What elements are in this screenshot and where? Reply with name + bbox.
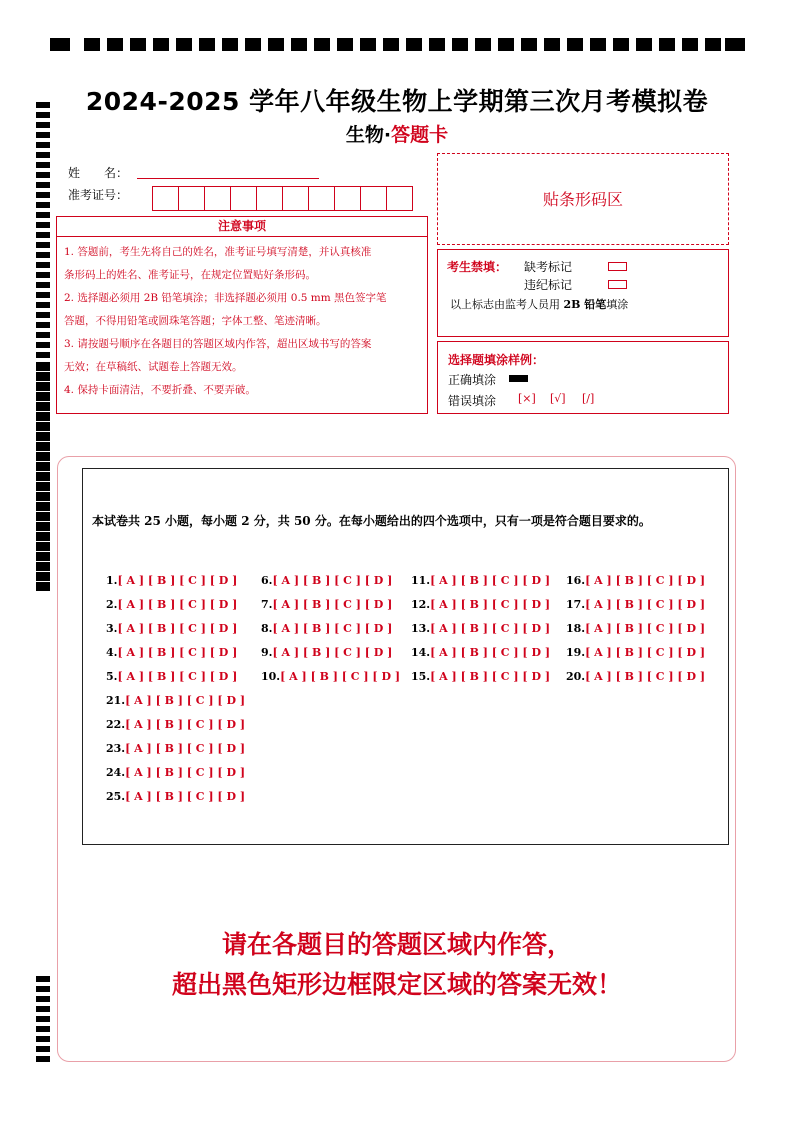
notice-line: 条形码上的姓名、准考证号，在规定位置贴好条形码。 <box>64 269 316 281</box>
question-number: 2. <box>106 598 118 611</box>
timing-mark <box>36 162 50 168</box>
side-timing-marks-middle <box>36 365 50 595</box>
question-17[interactable] <box>566 598 705 611</box>
question-16[interactable] <box>566 574 705 587</box>
answer-options[interactable]: [ A ] [ B ] [ C ] [ D ] <box>125 766 246 779</box>
question-2[interactable] <box>106 598 237 611</box>
notice-heading: 注意事项 <box>57 217 427 237</box>
timing-mark <box>268 38 284 51</box>
question-25[interactable] <box>106 790 245 803</box>
question-number: 24. <box>106 766 126 779</box>
exam-id-digit-box[interactable] <box>204 186 231 211</box>
wrong-fill-sample-slash: [/] <box>582 392 595 405</box>
answer-options[interactable]: [ A ] [ B ] [ C ] [ D ] <box>117 574 238 587</box>
question-number: 19. <box>566 646 586 659</box>
timing-mark <box>36 312 50 318</box>
timing-mark <box>36 435 50 441</box>
notice-line: 2. 选择题必须用 2B 铅笔填涂；非选择题必须用 0.5 mm 黑色签字笔 <box>64 292 387 304</box>
question-number: 1. <box>106 574 118 587</box>
exam-id-digit-box[interactable] <box>282 186 309 211</box>
timing-mark <box>153 38 169 51</box>
question-14[interactable] <box>411 646 550 659</box>
name-field[interactable] <box>137 178 319 179</box>
notice-line: 4. 保持卡面清洁，不要折叠、不要弄破。 <box>64 384 256 396</box>
timing-mark <box>291 38 307 51</box>
timing-mark <box>36 1006 50 1012</box>
exam-id-digit-box[interactable] <box>152 186 179 211</box>
timing-mark <box>521 38 537 51</box>
fill-example-label: 选择题填涂样例： <box>448 353 545 367</box>
answer-card-label: 答题卡 <box>391 124 449 146</box>
question-11[interactable] <box>411 574 550 587</box>
question-number: 16. <box>566 574 586 587</box>
timing-mark <box>636 38 652 51</box>
wrong-fill-sample-x: [×] <box>518 392 536 405</box>
timing-mark <box>36 495 50 501</box>
timing-mark <box>50 38 70 51</box>
proctor-note-suffix: 填涂 <box>606 298 629 311</box>
timing-mark <box>36 332 50 338</box>
question-13[interactable] <box>411 622 550 635</box>
question-4[interactable] <box>106 646 237 659</box>
timing-mark <box>36 262 50 268</box>
violation-mark-box[interactable] <box>608 277 627 291</box>
timing-mark <box>36 242 50 248</box>
absent-mark-label: 缺考标记 <box>524 260 573 274</box>
timing-mark <box>337 38 353 51</box>
timing-mark <box>36 565 50 571</box>
question-number: 13. <box>411 622 431 635</box>
timing-mark <box>36 475 50 481</box>
question-number: 5. <box>106 670 118 683</box>
question-8[interactable] <box>261 622 392 635</box>
question-6[interactable] <box>261 574 392 587</box>
timing-mark <box>36 152 50 158</box>
timing-mark <box>36 172 50 178</box>
absent-mark-box[interactable] <box>608 259 627 273</box>
answer-options[interactable]: [ A ] [ B ] [ C ] [ D ] <box>430 598 551 611</box>
top-timing-marks <box>50 38 745 51</box>
timing-mark <box>36 322 50 328</box>
timing-mark <box>406 38 422 51</box>
question-number: 25. <box>106 790 126 803</box>
timing-mark <box>36 352 50 358</box>
barcode-label: 贴条形码区 <box>542 190 623 209</box>
answer-options[interactable]: [ A ] [ B ] [ C ] [ D ] <box>585 646 706 659</box>
answer-options[interactable]: [ A ] [ B ] [ C ] [ D ] <box>585 670 706 683</box>
answer-options[interactable]: [ A ] [ B ] [ C ] [ D ] <box>117 646 238 659</box>
answer-options[interactable]: [ A ] [ B ] [ C ] [ D ] <box>125 790 246 803</box>
notice-line: 1. 答题前，考生先将自己的姓名，准考证号填写清楚，并认真核准 <box>64 246 372 258</box>
timing-mark <box>36 445 50 451</box>
page-title: 2024-2025 学年八年级生物上学期第三次月考模拟卷 <box>85 87 709 116</box>
timing-mark <box>36 385 50 391</box>
answer-options[interactable]: [ A ] [ B ] [ C ] [ D ] <box>430 646 551 659</box>
timing-mark <box>475 38 491 51</box>
proctor-note-pencil: 2B 铅笔 <box>563 298 607 311</box>
timing-mark <box>36 272 50 278</box>
timing-mark <box>36 455 50 461</box>
timing-mark <box>36 252 50 258</box>
question-number: 12. <box>411 598 431 611</box>
timing-mark <box>107 38 123 51</box>
timing-mark <box>36 302 50 308</box>
question-24[interactable] <box>106 766 245 779</box>
timing-mark <box>36 202 50 208</box>
question-19[interactable] <box>566 646 705 659</box>
question-20[interactable] <box>566 670 705 683</box>
timing-mark <box>314 38 330 51</box>
fill-example-box <box>437 341 729 414</box>
timing-mark <box>36 535 50 541</box>
question-number: 3. <box>106 622 118 635</box>
answer-options[interactable]: [ A ] [ B ] [ C ] [ D ] <box>117 670 238 683</box>
question-number: 18. <box>566 622 586 635</box>
exam-id-digit-box[interactable] <box>334 186 361 211</box>
question-number: 6. <box>261 574 273 587</box>
timing-mark <box>36 515 50 521</box>
exam-id-digit-box[interactable] <box>308 186 335 211</box>
timing-mark <box>36 525 50 531</box>
timing-mark <box>36 292 50 298</box>
timing-mark <box>567 38 583 51</box>
wrong-fill-label: 错误填涂 <box>448 394 497 408</box>
answer-options[interactable]: [ A ] [ B ] [ C ] [ D ] <box>117 622 238 635</box>
timing-mark <box>383 38 399 51</box>
answer-options[interactable]: [ A ] [ B ] [ C ] [ D ] <box>272 598 393 611</box>
question-number: 7. <box>261 598 273 611</box>
violation-mark-label: 违纪标记 <box>524 278 573 292</box>
timing-mark <box>130 38 146 51</box>
exam-id-label: 准考证号： <box>68 188 129 202</box>
timing-mark <box>36 365 50 371</box>
exam-id-boxes[interactable] <box>152 186 412 210</box>
subtitle-separator: · <box>383 124 392 146</box>
timing-mark <box>498 38 514 51</box>
timing-mark <box>36 232 50 238</box>
timing-mark <box>36 282 50 288</box>
question-5[interactable] <box>106 670 237 683</box>
timing-mark <box>36 1046 50 1052</box>
question-3[interactable] <box>106 622 237 635</box>
question-number: 10. <box>261 670 281 683</box>
question-number: 9. <box>261 646 273 659</box>
question-number: 11. <box>411 574 431 587</box>
answer-options[interactable]: [ A ] [ B ] [ C ] [ D ] <box>272 622 393 635</box>
name-label: 姓 名： <box>68 166 129 180</box>
question-7[interactable] <box>261 598 392 611</box>
answer-options[interactable]: [ A ] [ B ] [ C ] [ D ] <box>430 670 551 683</box>
timing-mark <box>452 38 468 51</box>
proctor-note-prefix: 以上标志由监考人员用 <box>450 298 560 311</box>
timing-mark <box>360 38 376 51</box>
timing-mark <box>36 222 50 228</box>
timing-mark <box>682 38 698 51</box>
exam-id-digit-box[interactable] <box>386 186 413 211</box>
question-1[interactable] <box>106 574 237 587</box>
timing-mark <box>36 1056 50 1062</box>
timing-mark <box>36 1016 50 1022</box>
timing-mark <box>245 38 261 51</box>
proctor-only-label: 考生禁填： <box>447 260 508 274</box>
answer-options[interactable]: [ A ] [ B ] [ C ] [ D ] <box>125 694 246 707</box>
question-10[interactable] <box>261 670 400 683</box>
question-number: 20. <box>566 670 586 683</box>
timing-mark <box>36 505 50 511</box>
timing-mark <box>36 192 50 198</box>
answer-options[interactable]: [ A ] [ B ] [ C ] [ D ] <box>430 622 551 635</box>
question-12[interactable] <box>411 598 550 611</box>
timing-mark <box>36 182 50 188</box>
answer-options[interactable]: [ A ] [ B ] [ C ] [ D ] <box>585 622 706 635</box>
exam-id-digit-box[interactable] <box>256 186 283 211</box>
timing-mark <box>36 342 50 348</box>
warning-line-2: 超出黑色矩形边框限定区域的答案无效！ <box>171 970 622 999</box>
timing-mark <box>36 415 50 421</box>
notice-line: 答题，不得用铅笔或圆珠笔答题；字体工整、笔迹清晰。 <box>64 315 327 327</box>
timing-mark <box>725 38 745 51</box>
timing-mark <box>36 545 50 551</box>
answer-options[interactable]: [ A ] [ B ] [ C ] [ D ] <box>272 646 393 659</box>
notice-box <box>56 216 428 414</box>
timing-mark <box>84 38 100 51</box>
correct-fill-label: 正确填涂 <box>448 373 497 387</box>
question-number: 15. <box>411 670 431 683</box>
exam-id-digit-box[interactable] <box>360 186 387 211</box>
timing-mark <box>36 485 50 491</box>
question-23[interactable] <box>106 742 245 755</box>
answer-options[interactable]: [ A ] [ B ] [ C ] [ D ] <box>125 742 246 755</box>
proctor-note <box>450 296 628 312</box>
question-number: 4. <box>106 646 118 659</box>
timing-mark <box>429 38 445 51</box>
answer-options[interactable]: [ A ] [ B ] [ C ] [ D ] <box>585 574 706 587</box>
correct-fill-sample <box>509 375 528 382</box>
question-9[interactable] <box>261 646 392 659</box>
answer-options[interactable]: [ A ] [ B ] [ C ] [ D ] <box>280 670 401 683</box>
subject-label: 生物 <box>345 124 384 146</box>
question-15[interactable] <box>411 670 550 683</box>
barcode-area <box>437 153 729 245</box>
answer-options[interactable]: [ A ] [ B ] [ C ] [ D ] <box>117 598 238 611</box>
timing-mark <box>36 375 50 381</box>
timing-mark <box>36 395 50 401</box>
timing-mark <box>590 38 606 51</box>
timing-mark <box>36 1036 50 1042</box>
choice-instruction: 本试卷共 25 小题，每小题 2 分，共 50 分。在每小题给出的四个选项中，只有一项是符合题目要求的。 <box>92 514 651 528</box>
notice-line: 无效；在草稿纸、试题卷上答题无效。 <box>64 361 243 373</box>
exam-id-digit-box[interactable] <box>230 186 257 211</box>
question-number: 22. <box>106 718 126 731</box>
timing-mark <box>222 38 238 51</box>
timing-mark <box>199 38 215 51</box>
timing-mark <box>36 555 50 561</box>
question-22[interactable] <box>106 718 245 731</box>
exam-id-digit-box[interactable] <box>178 186 205 211</box>
timing-mark <box>36 212 50 218</box>
answer-options[interactable]: [ A ] [ B ] [ C ] [ D ] <box>125 718 246 731</box>
timing-mark <box>36 585 50 591</box>
timing-mark <box>544 38 560 51</box>
notice-line: 3. 请按题号顺序在各题目的答题区域内作答，超出区域书写的答案 <box>64 338 372 350</box>
timing-mark <box>36 1026 50 1032</box>
timing-mark <box>36 425 50 431</box>
timing-mark <box>36 405 50 411</box>
timing-mark <box>176 38 192 51</box>
answer-options[interactable]: [ A ] [ B ] [ C ] [ D ] <box>585 598 706 611</box>
warning-line-1: 请在各题目的答题区域内作答， <box>221 930 572 959</box>
page-subtitle <box>0 120 794 147</box>
timing-mark <box>36 575 50 581</box>
answer-options[interactable]: [ A ] [ B ] [ C ] [ D ] <box>430 574 551 587</box>
question-18[interactable] <box>566 622 705 635</box>
timing-mark <box>659 38 675 51</box>
question-number: 8. <box>261 622 273 635</box>
wrong-fill-sample-check: [√] <box>550 392 566 405</box>
timing-mark <box>613 38 629 51</box>
timing-mark <box>36 465 50 471</box>
question-21[interactable] <box>106 694 245 707</box>
question-number: 21. <box>106 694 126 707</box>
answer-options[interactable]: [ A ] [ B ] [ C ] [ D ] <box>272 574 393 587</box>
question-number: 17. <box>566 598 586 611</box>
question-number: 14. <box>411 646 431 659</box>
question-number: 23. <box>106 742 126 755</box>
proctor-only-box <box>437 249 729 337</box>
timing-mark <box>705 38 721 51</box>
